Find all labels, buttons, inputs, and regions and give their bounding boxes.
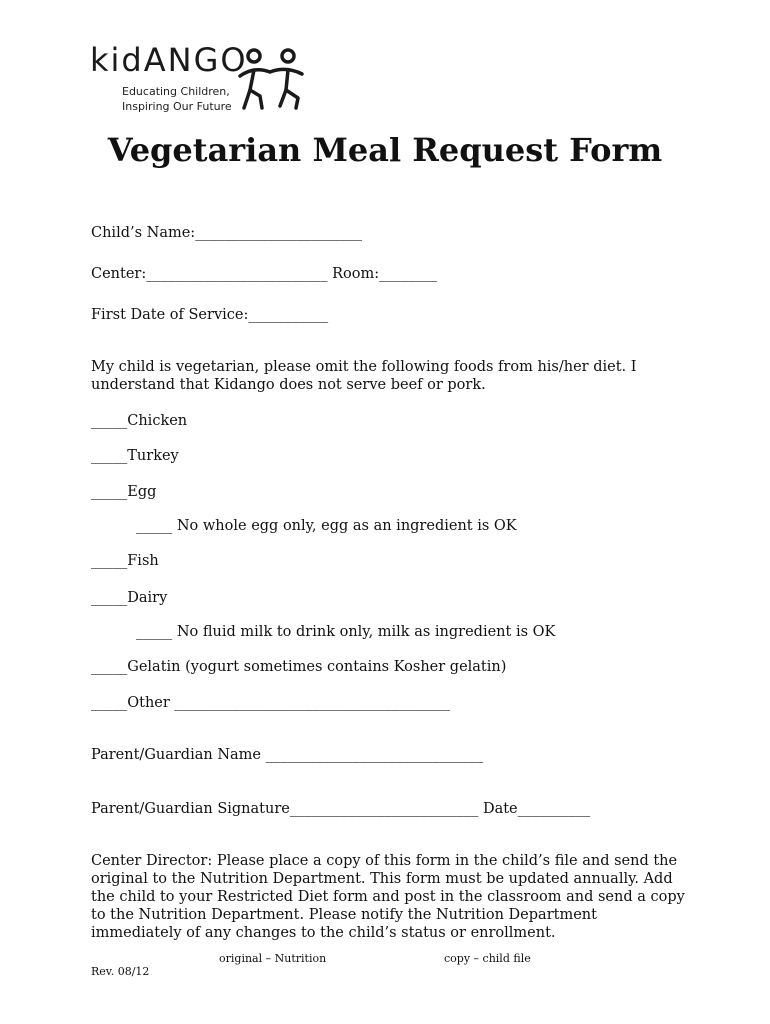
- first-date-field: First Date of Service:___________: [91, 307, 329, 323]
- logo-tagline: [122, 84, 232, 114]
- page-title: Vegetarian Meal Request Form: [107, 131, 663, 169]
- director-instructions: Center Director: Please place a copy of this form in the child’s file and send the original to the Nutrition Department. This form must be updated annually. Add the child to your Restricted Diet form and post in the classroom and send a copy to the Nutrition Department. Please notify the Nutrition Department immediately of any changes to the child’s status or enrollment.: [91, 853, 685, 941]
- guardian-name-field: Parent/Guardian Name ______________________________: [91, 747, 484, 763]
- child-name-field: Child’s Name:_______________________: [91, 225, 362, 241]
- option-egg: _____Egg: [91, 484, 157, 500]
- center-room-field: Center:_________________________ Room:________: [91, 266, 438, 282]
- logo-tagline-line-1: Educating Children,: [122, 85, 230, 98]
- logo-tagline-line-2: Inspiring Our Future: [122, 100, 232, 113]
- kidango-logo: [90, 40, 320, 120]
- guardian-signature-field: Parent/Guardian Signature__________________________ Date__________: [91, 801, 591, 817]
- option-dairy: _____Dairy: [91, 590, 168, 606]
- option-fish: _____Fish: [91, 553, 159, 569]
- footer-original: original – Nutrition: [219, 952, 327, 965]
- revision-label: Rev. 08/12: [91, 965, 150, 978]
- option-chicken: _____Chicken: [91, 413, 188, 429]
- option-other: _____Other ______________________________________: [91, 695, 450, 711]
- children-figures-icon: [236, 46, 310, 114]
- option-egg-sub: _____ No whole egg only, egg as an ingredient is OK: [136, 518, 517, 534]
- option-dairy-sub: _____ No fluid milk to drink only, milk as ingredient is OK: [136, 624, 556, 640]
- option-turkey: _____Turkey: [91, 448, 179, 464]
- option-gelatin: _____Gelatin (yogurt sometimes contains Kosher gelatin): [91, 659, 507, 675]
- footer-copy: copy – child file: [444, 952, 531, 965]
- vegetarian-statement: My child is vegetarian, please omit the following foods from his/her diet. I understand that Kidango does not serve beef or pork.: [91, 359, 637, 393]
- logo-wordmark: kidANGO: [90, 41, 248, 79]
